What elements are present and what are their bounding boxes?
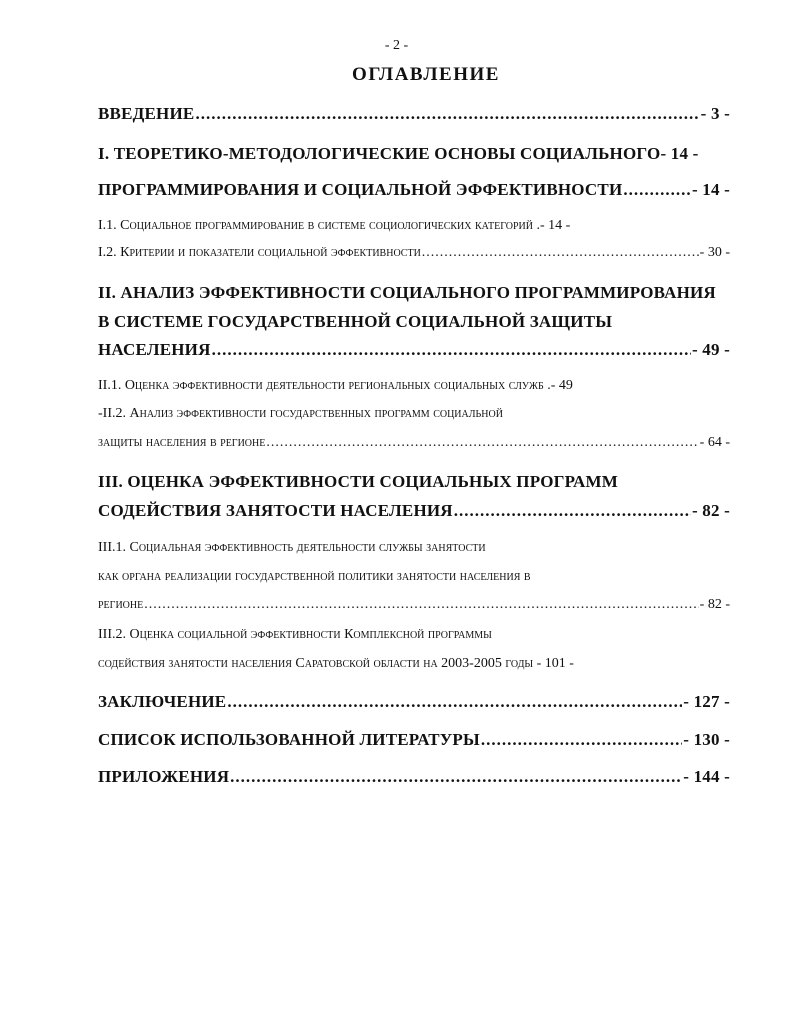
leader-dots bbox=[454, 501, 691, 521]
toc-entry-page: - 3 - bbox=[700, 104, 730, 123]
toc-section-1-2[interactable] bbox=[98, 245, 730, 261]
toc-section-2-1[interactable]: II.1. Оценка эффективности деятельности региональных социальных служб .- 49 bbox=[98, 378, 573, 393]
page-number: - 2 - bbox=[384, 38, 409, 53]
toc-chapter-3-line-1[interactable]: III. ОЦЕНКА ЭФФЕКТИВНОСТИ СОЦИАЛЬНЫХ ПРОГРАММ bbox=[98, 472, 619, 491]
toc-entry-conclusion[interactable] bbox=[98, 692, 730, 712]
toc-entry-label: регионе bbox=[98, 597, 144, 612]
toc-entry-intro[interactable] bbox=[98, 104, 730, 124]
toc-section-3-2-line-2[interactable]: содействия занятости населения Саратовской области на 2003-2005 годы - 101 - bbox=[98, 656, 574, 671]
toc-entry-label: ПРИЛОЖЕНИЯ bbox=[98, 767, 230, 786]
toc-entry-label: ВВЕДЕНИЕ bbox=[98, 104, 195, 123]
toc-chapter-2-line-2[interactable]: В СИСТЕМЕ ГОСУДАРСТВЕННОЙ СОЦИАЛЬНОЙ ЗАЩИТЫ bbox=[98, 312, 613, 331]
toc-section-3-1-line-3[interactable] bbox=[98, 597, 730, 613]
leader-dots bbox=[422, 245, 699, 261]
toc-chapter-1-line-1[interactable]: I. ТЕОРЕТИКО-МЕТОДОЛОГИЧЕСКИЕ ОСНОВЫ СОЦИАЛЬНОГО- 14 - bbox=[98, 144, 699, 163]
toc-entry-label: СОДЕЙСТВИЯ ЗАНЯТОСТИ НАСЕЛЕНИЯ bbox=[98, 501, 453, 520]
toc-section-3-2-line-1[interactable]: III.2. Оценка социальной эффективности Комплексной программы bbox=[98, 627, 492, 642]
toc-entry-label: защиты населения в регионе bbox=[98, 435, 266, 450]
toc-chapter-2-line-3[interactable] bbox=[98, 340, 730, 360]
toc-entry-label: НАСЕЛЕНИЯ bbox=[98, 340, 211, 359]
toc-entry-page: - 30 - bbox=[699, 245, 730, 260]
leader-dots bbox=[212, 340, 691, 360]
leader-dots bbox=[195, 104, 699, 124]
toc-entry-label: ЗАКЛЮЧЕНИЕ bbox=[98, 692, 227, 711]
toc-entry-page: - 144 - bbox=[683, 767, 730, 786]
toc-chapter-2-line-1[interactable]: II. АНАЛИЗ ЭФФЕКТИВНОСТИ СОЦИАЛЬНОГО ПРОГРАММИРОВАНИЯ bbox=[98, 283, 716, 302]
toc-section-3-1-line-1[interactable]: III.1. Социальная эффективность деятельности службы занятости bbox=[98, 540, 486, 555]
toc-entry-page: - 64 - bbox=[699, 435, 730, 450]
toc-entry-page: - 49 - bbox=[691, 340, 730, 359]
leader-dots bbox=[481, 730, 682, 750]
toc-entry-page: - 82 - bbox=[699, 597, 730, 612]
toc-entry-page: - 14 - bbox=[540, 218, 571, 233]
toc-section-2-2-line-2[interactable] bbox=[98, 435, 730, 451]
toc-entry-label: I.2. Критерии и показатели социальной эффективности bbox=[98, 245, 421, 260]
page-title: ОГЛАВЛЕНИЕ bbox=[352, 64, 500, 85]
toc-section-2-2-line-1[interactable]: -II.2. Анализ эффективности государственных программ социальной bbox=[98, 406, 503, 421]
toc-entry-references[interactable] bbox=[98, 730, 730, 750]
toc-entry-page: - 127 - bbox=[683, 692, 730, 711]
toc-entry-page: - 82 - bbox=[691, 501, 730, 520]
toc-entry-page: - 14 - bbox=[691, 180, 730, 199]
toc-section-3-1-line-2[interactable]: как органа реализации государственной политики занятости населения в bbox=[98, 569, 531, 584]
leader-dots bbox=[227, 692, 682, 712]
toc-chapter-3-line-2[interactable] bbox=[98, 501, 730, 521]
leader-dots bbox=[266, 435, 698, 451]
toc-section-1-1[interactable] bbox=[98, 218, 730, 234]
toc-entry-label: I.1. Социальное программирование в системе социологических категорий . bbox=[98, 218, 540, 233]
leader-dots bbox=[230, 767, 682, 787]
toc-entry-page: - 130 - bbox=[683, 730, 730, 749]
leader-dots bbox=[623, 180, 691, 200]
toc-chapter-1-line-2[interactable] bbox=[98, 180, 730, 200]
toc-entry-label: ПРОГРАММИРОВАНИЯ И СОЦИАЛЬНОЙ ЭФФЕКТИВНОСТИ bbox=[98, 180, 623, 199]
leader-dots bbox=[144, 597, 698, 613]
toc-entry-appendices[interactable] bbox=[98, 767, 730, 787]
toc-entry-label: СПИСОК ИСПОЛЬЗОВАННОЙ ЛИТЕРАТУРЫ bbox=[98, 730, 480, 749]
